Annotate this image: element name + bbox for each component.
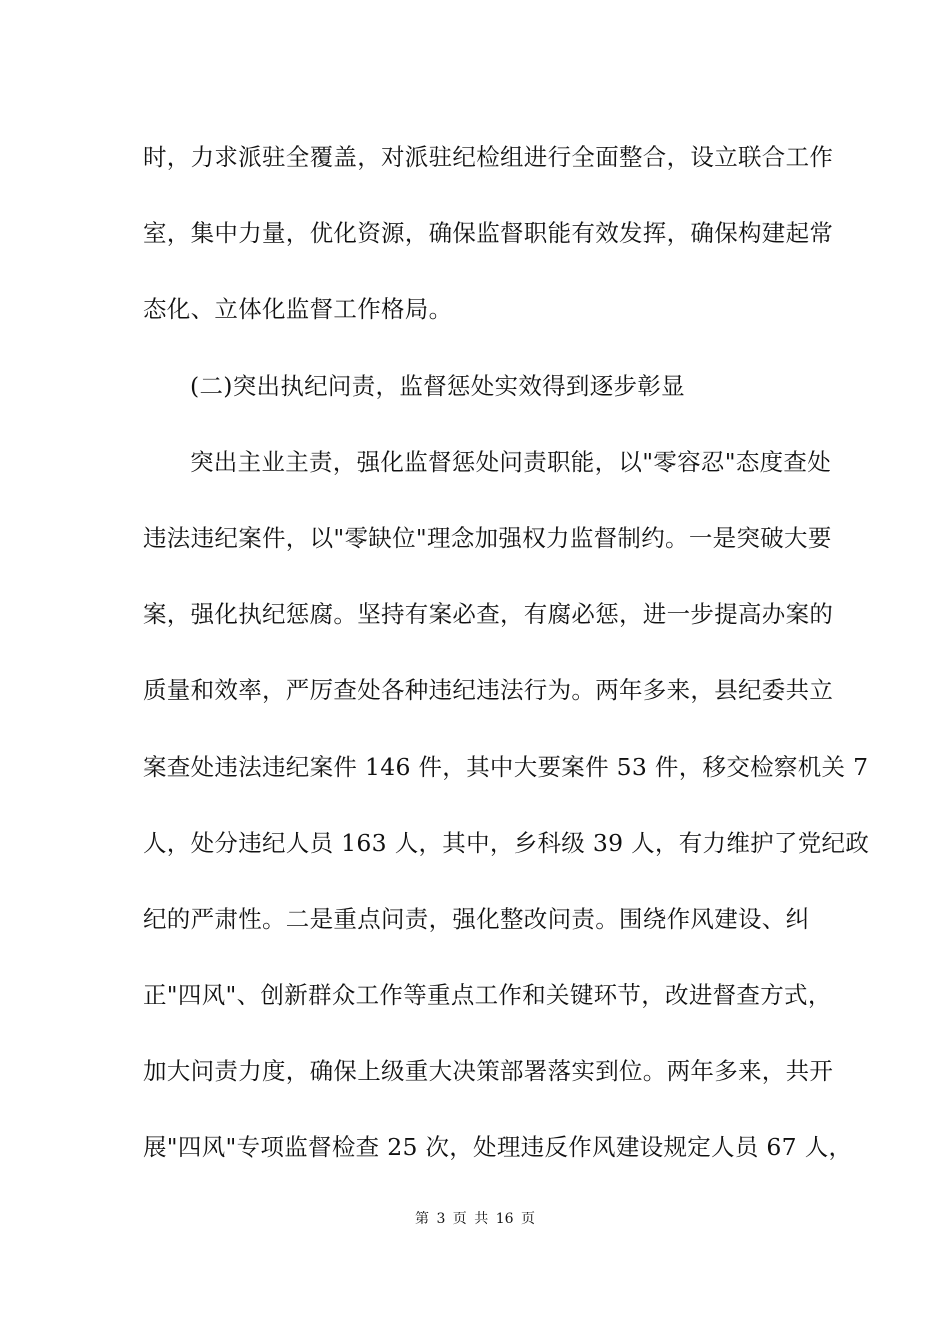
text-line: 人，处分违纪人员 163 人，其中，乡科级 39 人，有力维护了党纪政 xyxy=(143,828,870,857)
text-line: 突出主业主责，强化监督惩处问责职能，以"零容忍"态度查处 xyxy=(190,447,832,476)
text-line: 案查处违法违纪案件 146 件，其中大要案件 53 件，移交检察机关 7 xyxy=(143,752,869,781)
text-line: 纪的严肃性。二是重点问责，强化整改问责。围绕作风建设、纠 xyxy=(143,904,810,933)
text-line: 正"四风"、创新群众工作等重点工作和关键环节，改进督查方式， xyxy=(143,981,832,1010)
text-line: 加大问责力度，确保上级重大决策部署落实到位。两年多来，共开 xyxy=(143,1057,834,1086)
text-line: 展"四风"专项监督检查 25 次，处理违反作风建设规定人员 67 人， xyxy=(143,1133,853,1162)
body-text xyxy=(143,132,870,1199)
text-line: 时，力求派驻全覆盖，对派驻纪检组进行全面整合，设立联合工作 xyxy=(143,143,834,171)
text-line: 质量和效率，严厉查处各种违纪违法行为。两年多来，县纪委共立 xyxy=(143,676,834,705)
page-number-footer: 第 3 页 共 16 页 xyxy=(415,1211,535,1227)
section-heading: (二)突出执纪问责，监督惩处实效得到逐步彰显 xyxy=(190,371,685,400)
text-line: 室，集中力量，优化资源，确保监督职能有效发挥，确保构建起常 xyxy=(143,219,834,248)
text-line: 态化、立体化监督工作格局。 xyxy=(143,295,453,324)
text-line: 案，强化执纪惩腐。坚持有案必查，有腐必惩，进一步提高办案的 xyxy=(143,600,834,629)
text-line: 违法违纪案件，以"零缺位"理念加强权力监督制约。一是突破大要 xyxy=(143,523,832,552)
